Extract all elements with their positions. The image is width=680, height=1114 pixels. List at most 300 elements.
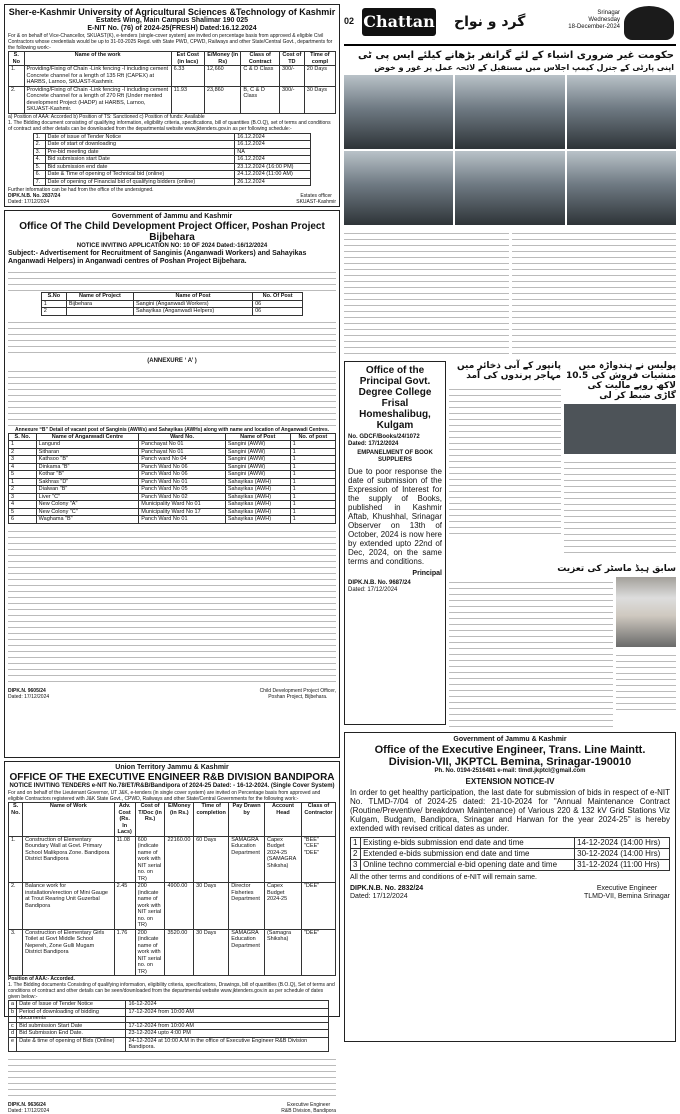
middle-section <box>344 361 676 729</box>
cell: 23-12-2024 upto 4:00 PM <box>126 1030 329 1038</box>
cell: 1. <box>9 836 23 883</box>
table-header <box>41 293 302 301</box>
cell: 1 <box>9 441 37 449</box>
masthead-logo: Chattan <box>362 8 436 36</box>
table-row <box>9 1022 329 1030</box>
cell: 1 <box>290 508 335 516</box>
cell: "DEE" <box>301 929 335 976</box>
cell: a <box>9 1001 17 1009</box>
cell: 4 <box>9 463 37 471</box>
col-sno: S. No. <box>9 803 23 837</box>
table-row <box>33 133 311 141</box>
cell: Sangini (Anganwadi Workers) <box>133 300 252 308</box>
col-count: No. of post <box>290 433 335 441</box>
news-photo <box>344 75 453 149</box>
cell: Date of Issue of Tender Notice <box>17 1001 126 1009</box>
table-header <box>9 52 336 66</box>
dipk-number: DIPK.N.B. No. 2832/24 <box>350 885 424 892</box>
cell: 2 <box>9 486 37 494</box>
cell: Period of downloading of bidding documents <box>17 1008 126 1022</box>
cell: 60 Days <box>194 836 229 883</box>
cell: Sangini (AWW) <box>225 471 290 479</box>
cell: NA <box>235 148 311 156</box>
cell: Sahayikas (AWH) <box>225 508 290 516</box>
table-row <box>9 501 336 509</box>
principal-notice <box>344 361 446 725</box>
table-row <box>9 66 336 87</box>
dipk-number: DIPK.N.B. No. 2837/24 <box>8 193 61 199</box>
cell: Waghama "B" <box>36 516 139 524</box>
cell: Bijbehara <box>66 300 133 308</box>
poshan-notice: NOTICE INVITING APPLICATION NO: 10 OF 2024 Dated:-16/12/2024 <box>76 243 268 249</box>
skuast-schedule-table <box>33 133 312 187</box>
col-work: Name of the work <box>24 52 171 66</box>
table-row <box>9 471 336 479</box>
col-tdoc: Cost of T/Doc (in Rs.) <box>135 803 165 837</box>
table-row <box>9 493 336 501</box>
cell: "DEE" <box>301 883 335 930</box>
cell: 14-12-2024 (14:00 Hrs) <box>575 838 670 849</box>
cell: Bid submission end date <box>45 163 235 171</box>
cell: 6 <box>9 516 37 524</box>
dipk-number: DIPK.N. 9636/24 <box>8 1101 46 1108</box>
col-cost: Adv. Cost (Rs. In Lacs) <box>114 803 135 837</box>
rnb-notice: NOTICE INVITING TENDERS e-NIT No.78/ET/R&B/Bandipora of 2024-25 Dated: - 16-12-2024. (Single Cover System) <box>9 783 335 789</box>
weekday: Wednesday <box>588 17 620 23</box>
table-row <box>9 929 336 976</box>
cell: 12,660 <box>204 66 241 87</box>
news-photo <box>455 75 564 149</box>
skuast-further: Further information can be had from the office of the undersigned. <box>8 187 154 193</box>
table-row <box>33 156 311 164</box>
masthead <box>344 4 676 46</box>
skuast-tender-notice <box>4 4 340 207</box>
col-emoney: E/Money (in Rs) <box>204 52 241 66</box>
principal-col <box>344 361 446 729</box>
skuast-works-table <box>8 51 336 114</box>
story-4 <box>449 577 676 729</box>
cell: Sitharan <box>36 448 139 456</box>
cell: Extended e-bids submission end date and time <box>361 849 575 860</box>
cell: 4 <box>9 501 37 509</box>
skuast-notice: E-NIT No. (76) of 2024-25(FRESH) Dated:16.12.2024 <box>87 25 257 32</box>
obit-col <box>616 577 676 729</box>
cell: 2. <box>9 883 23 930</box>
cell: 300/- <box>279 66 304 87</box>
dipk-number: DIPK.N. 9605/24 <box>8 687 46 694</box>
cell: 24-12-2024 at 10:00 A.M in the office of Executive Engineer R&B Division Bandipora. <box>126 1037 329 1051</box>
cell: 23.12.2024 (16:00 PM) <box>235 163 311 171</box>
cell: Kothar "B" <box>36 471 139 479</box>
transline-contact: Ph. No. 0194-2516481 e-mail: tlmdl.jkptcl@gmail.com <box>434 768 586 774</box>
cell: 1 <box>290 441 335 449</box>
col-sno: S. No <box>9 52 25 66</box>
col-work: Name of Work <box>23 803 115 837</box>
col-td: Cost of TD <box>279 52 304 66</box>
dipk-date: Dated: 17/12/2024 <box>348 587 398 593</box>
table-row <box>33 163 311 171</box>
cell: 30 Days <box>194 929 229 976</box>
story-1-body <box>344 228 676 358</box>
cell: B, C & D Class <box>241 86 280 113</box>
cell: 1 <box>290 516 335 524</box>
table-row <box>9 1030 329 1038</box>
fine-print <box>8 267 336 291</box>
cell: 1 <box>290 448 335 456</box>
transline-title: Office of the Executive Engineer, Trans. Line Maintt. Division-VII, JKPTCL Bemina, Srinagar-190010 <box>374 744 646 768</box>
cell: Sahayikas (AWH) <box>225 493 290 501</box>
annexure-b: Annexure “B” Detail of vacant post of Sanginis (AWWs) and Sahayikas (AWHs) along with name and location of Anganwadi Centres. <box>14 426 330 433</box>
cell: 1 <box>290 493 335 501</box>
cell: 1 <box>290 463 335 471</box>
table-row <box>9 463 336 471</box>
cell: Date & time of opening of Bids (Online) <box>17 1037 126 1051</box>
cell: Bid submission Start Date <box>17 1022 126 1030</box>
cell: 11.93 <box>171 86 204 113</box>
table-row <box>33 171 311 179</box>
urdu-stories <box>449 361 676 729</box>
skuast-org: Sher-e-Kashmir University of Agricultural Sciences &Technology of Kashmir <box>8 7 336 17</box>
principal-heading: EMPANELMENT OF BOOK SUPPLIERS <box>357 450 433 463</box>
cell: 7. <box>33 178 45 186</box>
cell: Sangini (AWW) <box>225 441 290 449</box>
col-time: Time of compl <box>304 52 335 66</box>
cell: Capex Budget 2024-25 (SAMAGRA Shiksha) <box>264 836 301 883</box>
dipk-date: Dated: 17/12/2024 <box>8 1107 50 1114</box>
table-row <box>9 1008 329 1022</box>
cell: (Samagra Shiksha) <box>264 929 301 976</box>
application-form <box>8 366 336 426</box>
poshan-recruitment-notice <box>4 210 340 758</box>
rnb-ut: Union Territory Jammu & Kashmir <box>115 764 229 771</box>
cell: Panchayat No 01 <box>139 448 226 456</box>
table-row <box>9 486 336 494</box>
table-row <box>9 508 336 516</box>
date: 18-December-2024 <box>568 24 620 30</box>
cell: C & D Class <box>241 66 280 87</box>
terms-and-conditions <box>8 526 336 686</box>
cell: Panch Ward No 06 <box>139 463 226 471</box>
cell: Sangini (AWW) <box>225 448 290 456</box>
cell: 3 <box>9 493 37 501</box>
cell: Bid submission start Date <box>45 156 235 164</box>
table-row <box>9 1037 329 1051</box>
section-title: گرد و نواح <box>454 14 526 30</box>
story-3 <box>449 361 561 561</box>
signatory-office: Poshan Project, Bijbehara. <box>268 693 328 700</box>
cell: d <box>9 1030 17 1038</box>
cell: New Colony "A" <box>36 501 139 509</box>
rnb-footer <box>8 1102 336 1114</box>
table-header <box>9 803 336 837</box>
left-column <box>4 4 340 1114</box>
page-number: 02 <box>344 16 355 26</box>
table-row <box>9 86 336 113</box>
col-pay: Pay Drawn by <box>229 803 265 837</box>
col-class: Class of Contract <box>241 52 280 66</box>
table-row <box>33 141 311 149</box>
cell: 1 <box>290 501 335 509</box>
cell: Panchayat No 01 <box>139 441 226 449</box>
cell: 1 <box>9 478 37 486</box>
table-row <box>9 441 336 449</box>
dipk-number: DIPK.N.B. No. 9687/24 <box>348 580 411 586</box>
story-text <box>344 228 509 358</box>
story-text <box>512 228 677 358</box>
cell: Date of issue of Tender Notice <box>45 133 235 141</box>
dipk-date: Dated: 17/12/2024 <box>8 199 50 205</box>
cell: 6. <box>33 171 45 179</box>
cell: Capex Budget 2024-25 <box>264 883 301 930</box>
col-class: Class of Contractor <box>301 803 335 837</box>
cell: Panch Ward No 06 <box>139 471 226 479</box>
story-text <box>616 650 676 710</box>
cell: Liver "C" <box>36 493 139 501</box>
signatory: Child Development Project Officer, <box>259 687 336 694</box>
signatory-office: R&B Division, Bandipora <box>281 1107 336 1114</box>
skuast-wing: Estates Wing, Main Campus Shalimar 190 025 <box>95 17 249 24</box>
cell: 20 Days <box>304 66 335 87</box>
poshan-footer <box>8 688 336 700</box>
table-row <box>9 448 336 456</box>
cell: Existing e-bids submission end date and time <box>361 838 575 849</box>
cell: 600 (indicate name of work with NIT serial no. on TR) <box>135 836 165 883</box>
signatory-office: TLMD-VII, Bemina Srinagar <box>584 893 670 900</box>
cell: 5 <box>9 508 37 516</box>
cell: 22160.00 <box>165 836 194 883</box>
col-project: Name of Project <box>66 293 133 301</box>
news-photo <box>567 75 676 149</box>
cell: 3 <box>9 456 37 464</box>
cell: Panch ward No 04 <box>139 456 226 464</box>
vacancy-table <box>8 433 336 524</box>
cell: SAMAGRA Education Department <box>229 929 265 976</box>
emblem-icon <box>624 6 674 40</box>
cell: Panch Ward No 01 <box>139 516 226 524</box>
cell: Providing/Fixing of Chain -Link fencing -I including cement Concrete channel for a length of 270 Rft (Under mented development Project (HADP) at HARBS, Larnoo, SKUAST-Kashmir. <box>24 86 171 113</box>
signatory: Principal <box>412 570 442 577</box>
cell: 31-12-2024 (11:00 Hrs) <box>575 860 670 871</box>
cell: Pre-bid meeting date <box>45 148 235 156</box>
cell: 24.12.2024 (11:00 AM) <box>235 171 311 179</box>
transline-gov: Government of Jammu & Kashmir <box>453 736 567 743</box>
principal-title: Office of the Principal Govt. Degree College Frisal Homeshalibug, Kulgam <box>358 365 432 431</box>
cell: Panch Ward No 01 <box>139 478 226 486</box>
skuast-intro: For & on behalf of Vice-Chancellor, SKUAST(K), e-tenders (single-cover system) are invited on percentage basis from approved & eligible Civil Contractors whose credentials would be up to 31-03-2025 Regd. with State PWD, CPWD, Railways and other State/Central Govt., departments for the following work:- <box>8 33 333 51</box>
poshan-gov: Government of Jammu and Kashmir <box>111 213 233 220</box>
cell: 30-12-2024 (14:00 Hrs) <box>575 849 670 860</box>
cell: 200 (indicate name of work with NIT serial no. on TR) <box>135 929 165 976</box>
rnb-title: OFFICE OF THE EXECUTIVE ENGINEER R&B DIVISION BANDIPORA <box>9 772 335 783</box>
cell: 26.12.2024 <box>235 178 311 186</box>
transline-dates-table <box>350 837 670 871</box>
cell: New Colony "C" <box>36 508 139 516</box>
transline-notice <box>344 732 676 1042</box>
poshan-title: Office Of The Child Development Project Officer, Poshan Project Bijbehara <box>19 221 325 243</box>
cell: 06 <box>253 300 303 308</box>
poshan-posts-table <box>41 292 303 316</box>
cell: 30 Days <box>304 86 335 113</box>
rnb-works-table <box>8 802 336 976</box>
cell: Municipality Ward No 17 <box>139 508 226 516</box>
col-account: Account Head <box>264 803 301 837</box>
cell: Langund <box>36 441 139 449</box>
table-row <box>9 478 336 486</box>
cell: b <box>9 1008 17 1022</box>
cell: 17-12-2024 from 10:00 AM <box>126 1008 329 1022</box>
story-text <box>449 577 613 729</box>
cell: "BEE" "CEE" "DEE" <box>301 836 335 883</box>
dipk-date: Dated: 17/12/2024 <box>8 693 50 700</box>
principal-body: Due to poor response the date of submission of the Expression of Interest for the supply of Books, published in Kashmir Aftab, Khushhal, Srinagar Observer on 13th of October, 2024 is now here by extended upto 22nd of Dec, 2024, on the same terms and conditions. <box>348 467 442 566</box>
cell: 16.12.2024 <box>235 156 311 164</box>
cell: 1 <box>290 478 335 486</box>
cell: SAMAGRA Education Department <box>229 836 265 883</box>
rnb-para1: 1. The Bidding documents Consisting of qualifying information, eligibility criteria, specifications, Drawings, bill of quantities (B.O.Q), Set of terms and conditions of contract and other details can be seen/downloaded from the departmental website www.jktenders.gov.in as per schedule of dates given below:- <box>8 982 335 1000</box>
cell: Sangini (AWW) <box>225 463 290 471</box>
cell: Municipality Ward No 01 <box>139 501 226 509</box>
cell: 2.45 <box>114 883 135 930</box>
cell: Providing/Fixing of Chain -Link fencing -I including cement Concrete channel for a length of 135 Rft (CAPEX) at HARBS, Larnoo, SKUAST-Kashmir. <box>24 66 171 87</box>
cell: 1. <box>9 66 25 87</box>
col-cost: Est Cost (in lacs) <box>171 52 204 66</box>
cell: 3. <box>33 148 45 156</box>
cell: 17-12-2024 from 10:00 AM <box>126 1022 329 1030</box>
cell: Sahayikas (Anganwadi Helpers) <box>133 308 252 316</box>
rnb-position: Position of AAA:- Accorded. <box>8 976 75 982</box>
cell: Sahayikas (AWH) <box>225 486 290 494</box>
signatory: Executive Engineer <box>596 885 658 892</box>
table-row <box>33 178 311 186</box>
skuast-para1: 1. The Bidding document consisting of qualifying information, eligibility criteria, specifications, bill of quantities (B.O.Q), set of terms and conditions of contract and other details can be downloaded from the departmental website www.jktenders.gov.in as per following schedule:- <box>8 119 331 132</box>
table-row <box>41 308 302 316</box>
cell: 16.12.2024 <box>235 141 311 149</box>
skuast-position: a) Position of AAA: Accorded b) Position of TS: Sanctioned c) Position of funds: Available <box>8 113 205 120</box>
cell: Sahayikas (AWH) <box>225 516 290 524</box>
cell: 3. <box>9 929 23 976</box>
cell: Dialwan "B" <box>36 486 139 494</box>
col-centre: Name of Anganwadi Centre <box>36 433 139 441</box>
subhead-1: اپنی پارٹی کے جنرل کیمپ اجلاس میں مستقبل کے لائحہ عمل پر غور و خوض <box>374 63 674 72</box>
cell <box>66 308 133 316</box>
table-row <box>9 883 336 930</box>
cell: Sahayikas (AWH) <box>225 478 290 486</box>
signatory: Estates officer <box>300 193 332 199</box>
cell: Date of opening of Financial bid of qualifying bidders (online) <box>45 178 235 186</box>
cell: Kathsoo "B" <box>36 456 139 464</box>
table-row <box>351 860 670 871</box>
cell: Bid Submission End Date. <box>17 1030 126 1038</box>
cell: Dinkama "B" <box>36 463 139 471</box>
cell: Sahayikas (AWH) <box>225 501 290 509</box>
story-2-headline: پولیس نے ہندواڑہ میں منشیات فروش کی 10.5 لاکھ روپے مالیت کی گاڑی ضبط کر لی <box>566 361 676 401</box>
fine-print <box>8 317 336 357</box>
transline-body: In order to get healthy participation, the last date for submission of bids in respect of e-NIT No. TLMD-7/04 of 2024-25 dated: 21-10-2024 for "Annual Maintenance Contract (Routine/Preventive/ breakdown Maintenance) of Various 220 & 132 kV Grid Stations Viz Kulgam, Budgam, Bandipora, Srinagar and Harwan for the year 2024-25" is hereby extended with revised critical dates as under. <box>350 788 670 833</box>
headline-1: حکومت غیر ضروری اشیاء کے لئے گرانفر بڑھانے کیلئے ایس پی ٹی <box>357 50 674 61</box>
cell: 200 (indicate name of work with NIT serial no. on TR) <box>135 883 165 930</box>
story-text <box>564 457 676 557</box>
skuast-footer <box>8 193 336 205</box>
col-sno: S. No. <box>9 433 37 441</box>
cell: Panch Ward No 02 <box>139 493 226 501</box>
rnb-intro: For and on behalf of the Lieutenant Governor, UT J&K, e-tenders (in single cover system) are invited on Percentage basis from approved and eligible Contractors registered with J&K State Govt., CPWD, Railways and other State/Central Governments for the following work:- <box>8 790 321 802</box>
rnb-schedule-table <box>8 1000 329 1052</box>
table-row <box>9 836 336 883</box>
table-row <box>9 456 336 464</box>
cell: 1 <box>351 838 361 849</box>
cell: 1.76 <box>114 929 135 976</box>
news-photo <box>455 151 564 225</box>
portrait-photo <box>616 577 676 647</box>
story-2 <box>564 361 676 561</box>
cell: Sangini (AWW) <box>225 456 290 464</box>
cell: 2 <box>9 448 37 456</box>
table-row <box>9 1001 329 1009</box>
cell: 4900.00 <box>165 883 194 930</box>
cell: Construction of Elementary Girls Toilet at Govt Middle School Nepereh, Zone Gulli Mugam District Bandipora <box>23 929 115 976</box>
cell: Balance work for installation/erection of Mini Gauge at Trout Rearing Unit Guzerbal Bandipora <box>23 883 115 930</box>
principal-no: No. GDCF/Books/24/1072 <box>348 434 420 440</box>
table-row <box>9 516 336 524</box>
cell: Construction of Elementary Boundary Wall at Govt. Primary School Malikpora Zone. Bandipora District Bandipora <box>23 836 115 883</box>
cell: 1 <box>41 300 66 308</box>
issue-date <box>568 10 620 31</box>
signatory: Executive Engineer <box>287 1101 331 1108</box>
col-sno: S.No <box>41 293 66 301</box>
cell: 06 <box>253 308 303 316</box>
cell: Panch Ward No 05 <box>139 486 226 494</box>
cell: 1. <box>33 133 45 141</box>
cell: 2. <box>9 86 25 113</box>
cell: 23,860 <box>204 86 241 113</box>
dipk-date: Dated: 17/12/2024 <box>350 893 408 900</box>
transline-footer-note: All the other terms and conditions of e-NIT will remain same. <box>350 874 538 881</box>
cell: 4. <box>33 156 45 164</box>
cell: Sakhras "D" <box>36 478 139 486</box>
cell: 2 <box>41 308 66 316</box>
cell: Online techno commercial e-bid opening date and time <box>361 860 575 871</box>
table-row <box>351 849 670 860</box>
cell: 6.33 <box>171 66 204 87</box>
transline-heading: EXTENSION NOTICE-IV <box>465 777 555 786</box>
news-photo <box>344 151 453 225</box>
cell: 3520.00 <box>165 929 194 976</box>
signatory-office: SKUAST-Kashmir <box>296 199 336 205</box>
cell: 300/- <box>279 86 304 113</box>
cell: 16.12.2024 <box>235 133 311 141</box>
news-photo <box>564 404 676 454</box>
cell: 1 <box>290 486 335 494</box>
cell: 5. <box>33 163 45 171</box>
col-ward: Ward No. <box>139 433 226 441</box>
fine-print <box>8 1054 336 1100</box>
table-header <box>9 433 336 441</box>
principal-dated: Dated: 17/12/2024 <box>348 441 399 447</box>
cell: 3 <box>351 860 361 871</box>
col-post: Name of Post <box>225 433 290 441</box>
cell: 11.08 <box>114 836 135 883</box>
story-row <box>449 361 676 561</box>
poshan-subject: Subject:- Advertisement for Recruitment of Sanginis (Anganwadi Workers) and Sahayikas Anganwadi Helpers) in Anganwadi centres of Poshan Project Bijbehara. <box>8 250 307 265</box>
col-post: Name of Post <box>133 293 252 301</box>
cell: 2 <box>351 849 361 860</box>
city: Srinagar <box>597 10 620 16</box>
cell: 1 <box>290 471 335 479</box>
cell: Director Fisheries Department <box>229 883 265 930</box>
table-row <box>33 148 311 156</box>
right-column <box>344 4 676 1020</box>
news-photo <box>567 151 676 225</box>
